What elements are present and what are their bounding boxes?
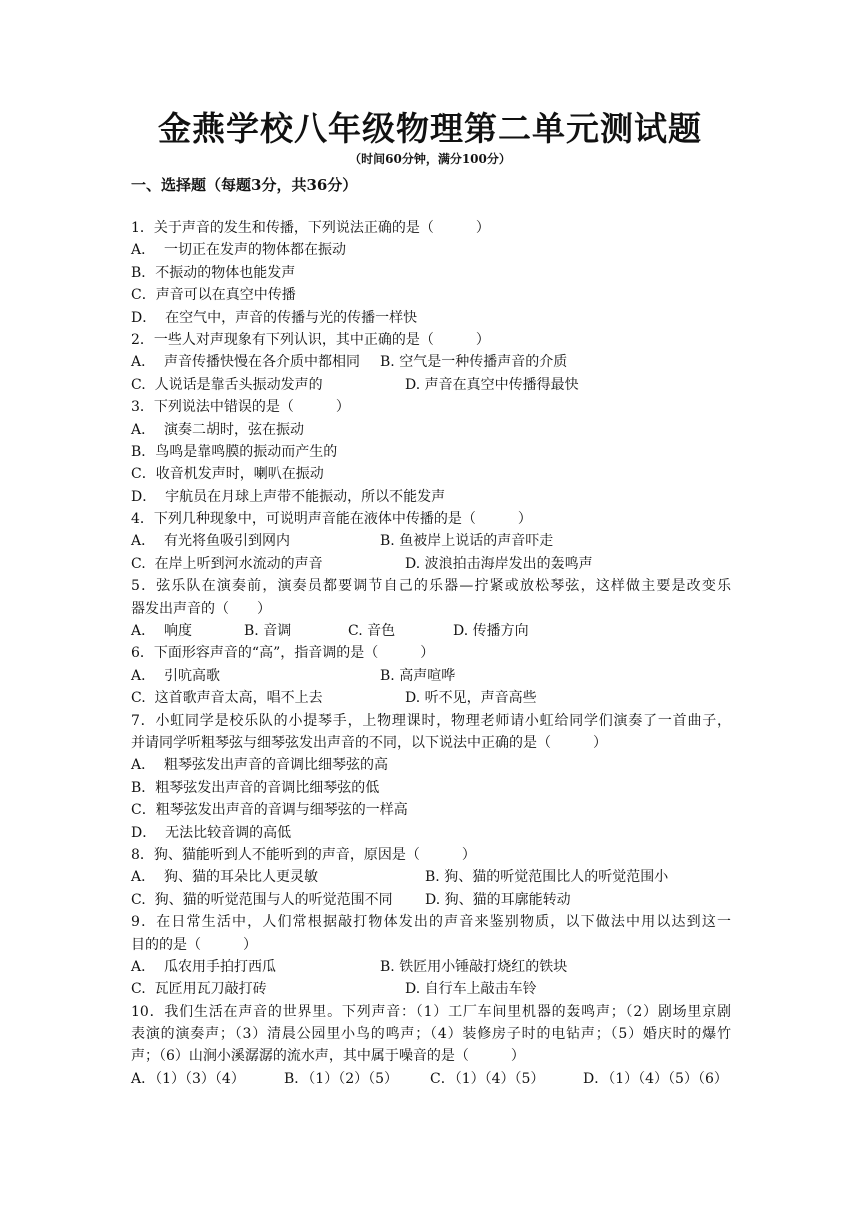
option-text: D． 宇航员在月球上声带不能振动，所以不能发声: [131, 488, 446, 505]
section-heading: 一、选择题（每题3分，共36分）: [131, 176, 358, 194]
question-stem: [131, 911, 731, 933]
question-stem: [131, 732, 731, 754]
option-row: [131, 687, 731, 709]
option: B. 空气是一种传播声音的介质: [380, 354, 568, 371]
option-text: B．粗琴弦发出声音的音调比细琴弦的低: [131, 779, 380, 796]
option-row: [131, 530, 731, 552]
option-row: [131, 553, 731, 575]
option: C. 在岸上听到河水流动的声音: [131, 555, 323, 572]
question-stem: [131, 396, 731, 418]
option-text: D． 在空气中，声音的传播与光的传播一样快: [131, 309, 418, 326]
option-text: B．鸟鸣是靠鸣膜的振动而产生的: [131, 443, 338, 460]
question-stem: [131, 710, 731, 732]
question-stem-text: 2．一些人对声现象有下列认识，其中正确的是（ ）: [131, 331, 490, 348]
option: [131, 463, 731, 485]
option: C. 音色: [348, 623, 396, 640]
option-text: C．收音机发声时，喇叭在振动: [131, 466, 324, 483]
question-stem: [131, 217, 731, 239]
question-stem-text: 5．弦乐队在演奏前，演奏员都要调节自己的乐器—拧紧或放松琴弦，这样做主要是改变乐: [131, 578, 731, 595]
option: B. 高声喧哗: [380, 667, 456, 684]
option-text: B．不振动的物体也能发声: [131, 264, 296, 281]
option: C. 这首歌声音太高，唱不上去: [131, 690, 323, 707]
option: C. 瓦匠用瓦刀敲打砖: [131, 981, 267, 998]
option-text: A． 演奏二胡时，弦在振动: [131, 421, 305, 438]
question-stem-text: 8．狗、猫能听到人不能听到的声音，原因是（ ）: [131, 846, 476, 863]
option: B. 狗、猫的听觉范围比人的听觉范围小: [425, 869, 669, 886]
question-stem: [131, 508, 731, 530]
option: D. 声音在真空中传播得最快: [405, 376, 579, 393]
option: B. 音调: [244, 623, 292, 640]
option-row: [131, 374, 731, 396]
option: D．（1）（4）（5）（6）: [583, 1070, 728, 1087]
question-stem-text: 1．关于声音的发生和传播，下列说法正确的是（ ）: [131, 220, 490, 236]
exam-info: （时间60分钟，满分100分）: [349, 152, 511, 166]
option: [131, 486, 731, 508]
option: [131, 284, 731, 306]
option: [131, 754, 731, 776]
question-stem: [131, 934, 731, 956]
option: D. 传播方向: [453, 623, 529, 640]
option: A． 狗、猫的耳朵比人更灵敏: [131, 869, 319, 886]
option-row: [131, 351, 731, 373]
question-stem-text: 器发出声音的（ ）: [131, 600, 271, 617]
option-row: [131, 889, 731, 911]
question-list: [131, 217, 731, 1090]
question-stem-text: 4．下列几种现象中，可说明声音能在液体中传播的是（ ）: [131, 511, 532, 528]
option: A． 声音传播快慢在各介质中都相同: [131, 354, 361, 371]
question-stem: [131, 1045, 731, 1067]
option: [131, 777, 731, 799]
option: C．（1）（4）（5）: [430, 1070, 545, 1087]
question-stem: [131, 575, 731, 597]
option-row: [131, 620, 731, 642]
option: A． 有光将鱼吸引到网内: [131, 533, 291, 550]
option: D. 狗、猫的耳廓能转动: [425, 891, 571, 908]
option-row: [131, 866, 731, 888]
option: A． 瓜农用手拍打西瓜: [131, 958, 277, 975]
question-stem: [131, 1023, 731, 1045]
option: [131, 262, 731, 284]
option-text: C．粗琴弦发出声音的音调与细琴弦的一样高: [131, 802, 408, 819]
question-stem-text: 6．下面形容声音的“高”，指音调的是（ ）: [131, 645, 435, 662]
option: C. 狗、猫的听觉范围与人的听觉范围不同: [131, 891, 393, 908]
option: C. 人说话是靠舌头振动发声的: [131, 376, 323, 393]
option-text: D． 无法比较音调的高低: [131, 824, 292, 841]
question-stem-text: 表演的演奏声；（3）清晨公园里小鸟的鸣声；（4）装修房子时的电钻声；（5）婚庆时的爆竹: [131, 1026, 731, 1043]
question-stem-text: 7．小虹同学是校乐队的小提琴手，上物理课时，物理老师请小虹给同学们演奏了一首曲子，: [131, 712, 731, 729]
question-stem: [131, 642, 731, 664]
question-stem: [131, 329, 731, 351]
question-stem-text: 3．下列说法中错误的是（ ）: [131, 399, 350, 416]
question-stem-text: 9．在日常生活中，人们常根据敲打物体发出的声音来鉴别物质，以下做法中用以达到这一: [131, 914, 731, 931]
question-stem-text: 并请同学听粗琴弦与细琴弦发出声音的不同，以下说法中正确的是（ ）: [131, 734, 607, 751]
option: A．（1）（3）（4）: [131, 1070, 245, 1087]
option: [131, 822, 731, 844]
option-text: C．声音可以在真空中传播: [131, 287, 296, 304]
option: A． 引吭高歌: [131, 667, 221, 684]
option-row: [131, 956, 731, 978]
option: D. 听不见，声音高些: [405, 690, 537, 707]
option: [131, 419, 731, 441]
option: [131, 799, 731, 821]
question-stem: [131, 598, 731, 620]
option: [131, 307, 731, 329]
question-stem: [131, 844, 731, 866]
option: [131, 239, 731, 261]
option-row: [131, 1068, 731, 1090]
option-row: [131, 665, 731, 687]
option: B．（1）（2）（5）: [284, 1070, 399, 1087]
option: D. 波浪拍击海岸发出的轰鸣声: [405, 555, 593, 572]
option-text: A． 一切正在发声的物体都在振动: [131, 242, 347, 259]
question-stem: [131, 1001, 731, 1023]
page-title: 金燕学校八年级物理第二单元测试题: [158, 109, 702, 148]
question-stem-text: 目的的是（ ）: [131, 936, 257, 953]
option: [131, 441, 731, 463]
option: B. 鱼被岸上说话的声音吓走: [380, 533, 554, 550]
option-row: [131, 978, 731, 1000]
option-text: A． 粗琴弦发出声音的音调比细琴弦的高: [131, 757, 389, 774]
option: A． 响度: [131, 623, 193, 640]
option: D. 自行车上敲击车铃: [405, 981, 537, 998]
question-stem-text: 10．我们生活在声音的世界里。下列声音：（1）工厂车间里机器的轰鸣声；（2）剧场里京剧: [131, 1003, 731, 1020]
question-stem-text: 声；（6）山涧小溪潺潺的流水声，其中属于噪音的是（ ）: [131, 1048, 525, 1065]
option: B. 铁匠用小锤敲打烧红的铁块: [380, 958, 568, 975]
